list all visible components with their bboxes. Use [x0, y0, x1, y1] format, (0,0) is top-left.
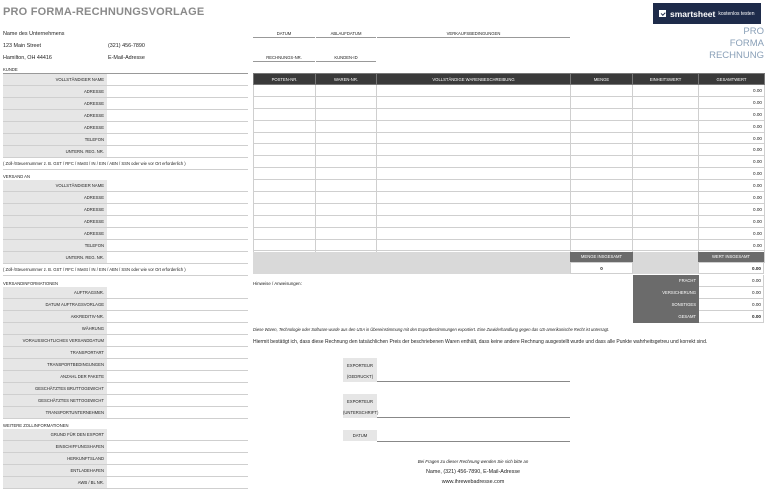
verkaufsbedingungen-label: VERKAUFSBEDINGUNGEN: [446, 31, 501, 36]
kunde-input[interactable]: [107, 134, 248, 145]
versandinfo-input[interactable]: [107, 287, 248, 298]
table-row: [254, 156, 765, 168]
versandinfo-row: [3, 299, 248, 311]
exporteur-gedruckt-label: [343, 358, 377, 382]
versandinfo-label: VORAUSSICHTLICHES VERSANDDATUM: [3, 335, 107, 346]
table-row: [254, 215, 765, 227]
pro-forma-label-2: FORMA: [729, 38, 764, 49]
cell-beschreibung[interactable]: [377, 180, 571, 192]
versandinfo-label: GESCHÄTZTES NETTOGEWICHT: [3, 395, 107, 406]
wert-insgesamt-value[interactable]: 0.00: [698, 262, 764, 274]
cell-einheitswert[interactable]: [633, 227, 699, 239]
cell-menge[interactable]: [571, 215, 633, 227]
table-row: [254, 168, 765, 180]
zoll-row: [3, 429, 248, 441]
company-email[interactable]: E-Mail-Adresse: [108, 55, 145, 61]
cell-posten-nr[interactable]: [254, 215, 316, 227]
versand-label: ADRESSE: [3, 204, 107, 215]
col-einheitswert: EINHEITSWERT: [633, 74, 699, 85]
cell-gesamtwert[interactable]: 0.00: [699, 96, 765, 108]
kunde-row: [3, 122, 248, 134]
versand-row: [3, 192, 248, 204]
cell-waren-nr[interactable]: [316, 120, 377, 132]
cell-menge[interactable]: [571, 180, 633, 192]
cell-waren-nr[interactable]: [316, 227, 377, 239]
versandinfo-heading: VERSANDINFORMATIONEN: [3, 281, 248, 288]
table-row: [254, 239, 765, 251]
kunde-label: ADRESSE: [3, 86, 107, 97]
versand-input[interactable]: [107, 180, 248, 191]
cell-menge[interactable]: [571, 108, 633, 120]
cell-posten-nr[interactable]: [254, 96, 316, 108]
zoll-row: [3, 477, 248, 489]
summary-row: [633, 299, 764, 311]
cell-einheitswert[interactable]: [633, 85, 699, 97]
versand-input[interactable]: [107, 228, 248, 239]
cell-menge[interactable]: [571, 227, 633, 239]
kunde-label: ADRESSE: [3, 98, 107, 109]
versandinfo-row: [3, 323, 248, 335]
items-table: [253, 73, 765, 263]
versand-input[interactable]: [107, 240, 248, 251]
versandinfo-label: ANZAHL DER PAKETE: [3, 371, 107, 382]
footer-question: Bei Fragen zu dieser Rechnung wenden Sie sich bitte an: [417, 459, 529, 464]
cell-beschreibung[interactable]: [377, 239, 571, 251]
cell-gesamtwert[interactable]: 0.00: [699, 239, 765, 251]
cell-beschreibung[interactable]: [377, 168, 571, 180]
col-menge: MENGE: [571, 74, 633, 85]
cell-menge[interactable]: [571, 239, 633, 251]
cell-beschreibung[interactable]: [377, 156, 571, 168]
zoll-label: AWB / BL NR.: [3, 477, 107, 488]
kunde-input[interactable]: [107, 146, 248, 157]
versandinfo-row: [3, 287, 248, 299]
cell-beschreibung[interactable]: [377, 227, 571, 239]
versandinfo-row: [3, 359, 248, 371]
cell-waren-nr[interactable]: [316, 239, 377, 251]
cell-gesamtwert[interactable]: 0.00: [699, 203, 765, 215]
versand-label: VOLLSTÄNDIGER NAME: [3, 180, 107, 191]
versandinfo-input[interactable]: [107, 299, 248, 310]
verkaufsbedingungen-field[interactable]: [377, 31, 570, 38]
kunde-row: [3, 146, 248, 158]
kunde-input[interactable]: [107, 86, 248, 97]
cell-waren-nr[interactable]: [316, 215, 377, 227]
versandinfo-label: GESCHÄTZTES BRUTTOGEWICHT: [3, 383, 107, 394]
cell-gesamtwert[interactable]: 0.00: [699, 156, 765, 168]
summary-row: [633, 275, 764, 287]
versand-row: [3, 204, 248, 216]
exporteur-unterschrift-field[interactable]: [377, 417, 570, 418]
cell-menge[interactable]: [571, 120, 633, 132]
versand-label: TELEFON: [3, 240, 107, 251]
zoll-row: [3, 453, 248, 465]
table-row: [254, 85, 765, 97]
company-phone[interactable]: (321) 456-7890: [108, 43, 145, 49]
versandinfo-input[interactable]: [107, 347, 248, 358]
versand-row: [3, 180, 248, 192]
summary-row: [633, 311, 764, 323]
zoll-input[interactable]: [107, 441, 248, 452]
cell-posten-nr[interactable]: [254, 192, 316, 204]
cell-beschreibung[interactable]: [377, 192, 571, 204]
col-posten-nr: POSTEN-NR.: [254, 74, 316, 85]
versandinfo-input[interactable]: [107, 371, 248, 382]
items-header-row: [254, 74, 765, 85]
exporteur-gedruckt-field[interactable]: [377, 381, 570, 382]
cell-einheitswert[interactable]: [633, 120, 699, 132]
cell-einheitswert[interactable]: [633, 96, 699, 108]
zoll-row: [3, 441, 248, 453]
kunde-label: VOLLSTÄNDIGER NAME: [3, 74, 107, 85]
versand-note[interactable]: ( Zoll-/Steuernummer z. B. GST / RFC / MwSt / IN / EIN / ABN / SSN oder wie vor Ort erforderlich ): [3, 264, 248, 276]
zoll-label: ENTLADEHAFEN: [3, 465, 107, 476]
versand-input[interactable]: [107, 192, 248, 203]
menge-insgesamt-value[interactable]: 0: [570, 262, 633, 274]
zoll-input[interactable]: [107, 477, 248, 488]
kunde-row: [3, 98, 248, 110]
zoll-label: HERKUNFTSLAND: [3, 453, 107, 464]
datum-label: DATUM: [276, 31, 292, 36]
versandinfo-label: AKKREDITIV-NR.: [3, 311, 107, 322]
sig-datum-label: DATUM: [343, 430, 377, 441]
versand-label: UNTERN. REG. NR.: [3, 252, 107, 263]
cell-einheitswert[interactable]: [633, 215, 699, 227]
cell-menge[interactable]: [571, 85, 633, 97]
cell-gesamtwert[interactable]: 0.00: [699, 215, 765, 227]
kunde-label: ADRESSE: [3, 110, 107, 121]
cell-waren-nr[interactable]: [316, 156, 377, 168]
smartsheet-logo[interactable]: [653, 3, 761, 24]
cell-einheitswert[interactable]: [633, 203, 699, 215]
cell-gesamtwert[interactable]: 0.00: [699, 85, 765, 97]
cell-gesamtwert[interactable]: 0.00: [699, 168, 765, 180]
kunde-input[interactable]: [107, 98, 248, 109]
versandinfo-label: DATUM AUFTRAGSVORLAGE: [3, 299, 107, 310]
ablaufdatum-field[interactable]: [316, 31, 376, 38]
totals-band-mid: [633, 252, 698, 274]
cell-gesamtwert[interactable]: 0.00: [699, 108, 765, 120]
versandinfo-row: [3, 383, 248, 395]
cell-einheitswert[interactable]: [633, 180, 699, 192]
versand-row: [3, 228, 248, 240]
table-row: [254, 108, 765, 120]
versandinfo-input[interactable]: [107, 323, 248, 334]
cell-gesamtwert[interactable]: 0.00: [699, 144, 765, 156]
cell-waren-nr[interactable]: [316, 192, 377, 204]
export-note: Diese Waren, Technologie oder Software wurde aus den USA in Übereinstimmung mit den Exportbestimmungen exportiert. Eine Zuwiderhandlung gegen das US-amerikanische Recht ist untersagt.: [253, 327, 610, 332]
kunde-input[interactable]: [107, 110, 248, 121]
cell-posten-nr[interactable]: [254, 85, 316, 97]
cell-einheitswert[interactable]: [633, 144, 699, 156]
cell-gesamtwert[interactable]: 0.00: [699, 227, 765, 239]
versand-input[interactable]: [107, 204, 248, 215]
checkmark-icon: [659, 10, 666, 17]
cell-menge[interactable]: [571, 192, 633, 204]
summary-value[interactable]: 0.00: [699, 311, 764, 323]
cell-posten-nr[interactable]: [254, 120, 316, 132]
hinweise-field[interactable]: [253, 281, 628, 321]
versandinfo-row: [3, 335, 248, 347]
cell-posten-nr[interactable]: [254, 203, 316, 215]
cell-einheitswert[interactable]: [633, 156, 699, 168]
cell-posten-nr[interactable]: [254, 180, 316, 192]
gedruckt-label: (GEDRUCKT): [346, 374, 374, 379]
versandinfo-row: [3, 371, 248, 383]
cell-menge[interactable]: [571, 132, 633, 144]
kunde-row: [3, 86, 248, 98]
cell-gesamtwert[interactable]: 0.00: [699, 132, 765, 144]
summary-label: FRACHT: [633, 275, 699, 287]
kunde-input[interactable]: [107, 122, 248, 133]
table-row: [254, 192, 765, 204]
cell-gesamtwert[interactable]: 0.00: [699, 120, 765, 132]
cell-menge[interactable]: [571, 156, 633, 168]
cell-beschreibung[interactable]: [377, 144, 571, 156]
zoll-label: GRUND FÜR DEN EXPORT: [3, 429, 107, 440]
summary-label: GESAMT: [633, 311, 699, 323]
table-row: [254, 144, 765, 156]
kunden-id-field[interactable]: [316, 55, 376, 62]
cell-beschreibung[interactable]: [377, 85, 571, 97]
summary-label: VERSICHERUNG: [633, 287, 699, 299]
versand-row: [3, 216, 248, 228]
footer-web[interactable]: www.ihrewebadresse.com: [441, 479, 505, 485]
versandinfo-row: [3, 395, 248, 407]
footer-contact: Name, (321) 456-7890, E-Mail-Adresse: [425, 469, 521, 475]
table-row: [254, 96, 765, 108]
cell-posten-nr[interactable]: [254, 132, 316, 144]
summary-label: SONSTIGES: [633, 299, 699, 311]
cell-einheitswert[interactable]: [633, 192, 699, 204]
cell-posten-nr[interactable]: [254, 108, 316, 120]
kunde-heading: KUNDE: [3, 67, 248, 74]
logo-tagline: kostenlos testen: [718, 10, 755, 17]
table-row: [254, 203, 765, 215]
summary-row: [633, 287, 764, 299]
cell-waren-nr[interactable]: [316, 168, 377, 180]
cell-gesamtwert[interactable]: 0.00: [699, 192, 765, 204]
logo-brand: smartsheet: [670, 8, 716, 19]
zoll-input[interactable]: [107, 453, 248, 464]
cell-posten-nr[interactable]: [254, 168, 316, 180]
table-row: [254, 132, 765, 144]
zoll-heading: WEITERE ZOLLINFORMATIONEN: [3, 423, 248, 430]
zoll-row: [3, 465, 248, 477]
versandinfo-input[interactable]: [107, 311, 248, 322]
rechnungs-nr-label: RECHNUNGS-NR.: [266, 55, 302, 60]
cell-gesamtwert[interactable]: 0.00: [699, 180, 765, 192]
zoll-input[interactable]: [107, 465, 248, 476]
table-row: [254, 180, 765, 192]
versandinfo-label: TRANSPORTUNTERNEHMEN: [3, 407, 107, 418]
pro-forma-label-1: PRO: [743, 26, 764, 37]
cell-waren-nr[interactable]: [316, 144, 377, 156]
versandinfo-row: [3, 347, 248, 359]
cell-einheitswert[interactable]: [633, 132, 699, 144]
hinweise-label: Hinweise / Anweisungen:: [253, 281, 302, 286]
versandinfo-label: AUFTRAGSNR.: [3, 287, 107, 298]
summary-value[interactable]: 0.00: [699, 299, 764, 311]
versand-label: ADRESSE: [3, 192, 107, 203]
kunde-label: UNTERN. REG. NR.: [3, 146, 107, 157]
cell-waren-nr[interactable]: [316, 96, 377, 108]
versand-label: ADRESSE: [3, 228, 107, 239]
company-city[interactable]: Hamilton, OH 44416: [3, 55, 52, 61]
summary-value[interactable]: 0.00: [699, 287, 764, 299]
rechnungs-nr-field[interactable]: [253, 55, 315, 62]
col-waren-nr: WAREN-NR.: [316, 74, 377, 85]
ablaufdatum-label: ABLAUFDATUM: [330, 31, 362, 36]
cell-waren-nr[interactable]: [316, 203, 377, 215]
table-row: [254, 120, 765, 132]
menge-insgesamt-label: MENGE INSGESAMT: [570, 252, 633, 262]
versand-input[interactable]: [107, 252, 248, 263]
versandinfo-input[interactable]: [107, 335, 248, 346]
cell-menge[interactable]: [571, 96, 633, 108]
col-beschreibung: VOLLSTÄNDIGE WARENBESCHREIBUNG: [377, 74, 571, 85]
kunden-id-label: KUNDEN-ID: [334, 55, 358, 60]
exporteur1-label: EXPORTEUR: [347, 363, 373, 368]
certify-text: Hiermit bestätigt ich, dass diese Rechnung den tatsächlichen Preis der beschriebenen Waren enthält, dass keine andere Rechnung ausgestellt wurde und dass alle Punkte wahrheitsgetreu und korrekt sind.: [253, 339, 708, 345]
company-street[interactable]: 123 Main Street: [3, 43, 42, 49]
versand-heading: VERSAND AN: [3, 174, 248, 181]
cell-posten-nr[interactable]: [254, 239, 316, 251]
versand-row: [3, 252, 248, 264]
versandinfo-row: [3, 407, 248, 419]
cell-beschreibung[interactable]: [377, 203, 571, 215]
kunde-label: TELEFON: [3, 134, 107, 145]
kunde-label: ADRESSE: [3, 122, 107, 133]
pro-forma-label-3: RECHNUNG: [709, 50, 764, 61]
versandinfo-label: TRANSPORTBEDINGUNGEN: [3, 359, 107, 370]
cell-beschreibung[interactable]: [377, 120, 571, 132]
cell-einheitswert[interactable]: [633, 239, 699, 251]
cell-waren-nr[interactable]: [316, 132, 377, 144]
versandinfo-input[interactable]: [107, 407, 248, 418]
cell-waren-nr[interactable]: [316, 85, 377, 97]
sig-datum-field[interactable]: [377, 441, 570, 442]
col-gesamtwert: GESAMTWERT: [699, 74, 765, 85]
cell-posten-nr[interactable]: [254, 156, 316, 168]
cell-beschreibung[interactable]: [377, 215, 571, 227]
page-title: PRO FORMA-RECHNUNGSVORLAGE: [3, 6, 205, 18]
wert-insgesamt-label: WERT INSGESAMT: [698, 252, 764, 262]
zoll-label: EINSCHIFFUNGSHAFEN: [3, 441, 107, 452]
summary-value[interactable]: 0.00: [699, 275, 764, 287]
cell-beschreibung[interactable]: [377, 108, 571, 120]
cell-posten-nr[interactable]: [254, 144, 316, 156]
cell-menge[interactable]: [571, 203, 633, 215]
kunde-note[interactable]: ( Zoll-/Steuernummer z. B. GST / RFC / MwSt / IN / EIN / ABN / SSN oder wie vor Ort erforderlich ): [3, 158, 248, 170]
kunde-row: [3, 134, 248, 146]
versandinfo-input[interactable]: [107, 383, 248, 394]
kunde-input[interactable]: [107, 74, 248, 85]
cell-einheitswert[interactable]: [633, 108, 699, 120]
cell-menge[interactable]: [571, 168, 633, 180]
cell-beschreibung[interactable]: [377, 132, 571, 144]
table-row: [254, 227, 765, 239]
totals-band-left: [253, 252, 570, 274]
cell-waren-nr[interactable]: [316, 180, 377, 192]
datum-field[interactable]: [253, 31, 315, 38]
zoll-input[interactable]: [107, 429, 248, 440]
exporteur-unterschrift-label: [343, 394, 377, 418]
kunde-row: [3, 110, 248, 122]
kunde-row: [3, 74, 248, 86]
cell-menge[interactable]: [571, 144, 633, 156]
cell-waren-nr[interactable]: [316, 108, 377, 120]
company-name[interactable]: Name des Unternehmens: [3, 31, 65, 37]
unterschrift-label: (UNTERSCHRIFT): [343, 410, 379, 415]
versandinfo-label: WÄHRUNG: [3, 323, 107, 334]
versand-input[interactable]: [107, 216, 248, 227]
versandinfo-label: TRANSPORTART: [3, 347, 107, 358]
versand-label: ADRESSE: [3, 216, 107, 227]
cell-posten-nr[interactable]: [254, 227, 316, 239]
exporteur2-label: EXPORTEUR: [347, 399, 373, 404]
cell-einheitswert[interactable]: [633, 168, 699, 180]
versand-row: [3, 240, 248, 252]
versandinfo-input[interactable]: [107, 359, 248, 370]
versandinfo-input[interactable]: [107, 395, 248, 406]
versandinfo-row: [3, 311, 248, 323]
cell-beschreibung[interactable]: [377, 96, 571, 108]
